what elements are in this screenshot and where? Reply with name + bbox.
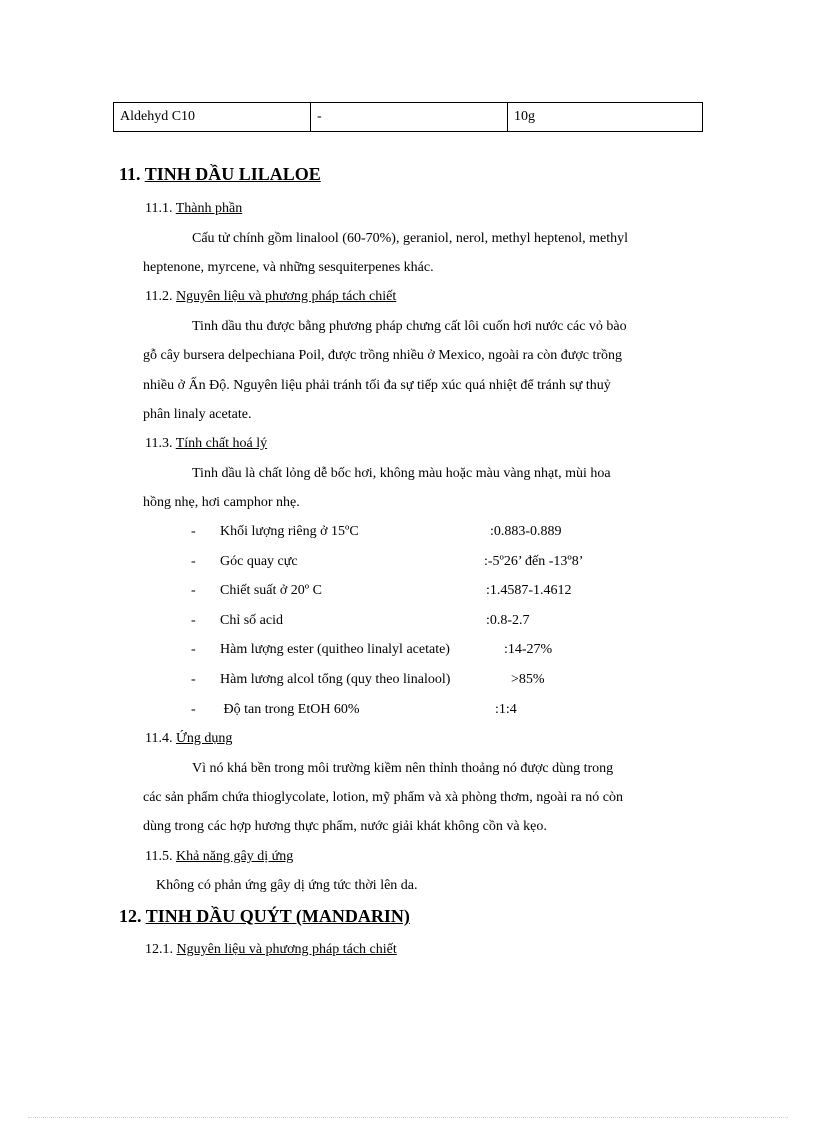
property-name: Hàm lương alcol tổng (quy theo linalool): [220, 672, 451, 687]
subsection-title: Nguyên liệu và phương pháp tách chiết: [176, 942, 397, 957]
property-row: [0, 640, 816, 660]
paragraph-line: Tinh dầu là chất lỏng dễ bốc hơi, không màu hoặc màu vàng nhạt, mùi hoa: [192, 466, 611, 481]
property-value: >85%: [511, 672, 545, 687]
property-name: Góc quay cực: [220, 554, 298, 569]
property-name: Hàm lượng ester (quitheo linalyl acetate): [220, 642, 450, 657]
property-row: [0, 670, 816, 690]
section-11-title: TINH DẦU LILALOE: [144, 164, 321, 184]
list-dash: -: [191, 524, 196, 539]
list-dash: -: [191, 702, 196, 717]
property-value: :14-27%: [504, 642, 553, 657]
property-value: :1.4587-1.4612: [486, 583, 572, 598]
paragraph-line: Vì nó khá bền trong môi trường kiềm nên thỉnh thoảng nó được dùng trong: [192, 761, 614, 776]
property-row: [0, 522, 816, 542]
subsection-number: 11.4.: [145, 731, 173, 746]
table-cell-amount: 10g: [514, 109, 535, 124]
list-dash: -: [191, 642, 196, 657]
subsection-12-1-heading: [145, 940, 397, 960]
paragraph-line: heptenone, myrcene, và những sesquiterpenes khác.: [143, 260, 434, 275]
list-dash: -: [191, 554, 196, 569]
paragraph-line: Cấu tử chính gồm linalool (60-70%), geraniol, nerol, methyl heptenol, methyl: [192, 231, 629, 246]
property-value: :0.8-2.7: [486, 613, 530, 628]
section-12-number: 12.: [119, 906, 142, 926]
subsection-number: 12.1.: [145, 942, 173, 957]
paragraph-line: Tinh dầu thu được bằng phương pháp chưng cất lôi cuốn hơi nước các vỏ bào: [192, 319, 627, 334]
subsection-title: Nguyên liệu và phương pháp tách chiết: [175, 289, 397, 304]
section-11-heading: [119, 164, 321, 184]
subsection-title: Tính chất hoá lý: [175, 436, 268, 451]
section-11-number: 11.: [119, 164, 141, 184]
subsection-title: Ứng dụng: [175, 731, 233, 746]
subsection-11-1-heading: [145, 199, 242, 219]
property-name: Độ tan trong EtOH 60%: [220, 702, 360, 717]
subsection-number: 11.5.: [145, 849, 173, 864]
paragraph-line: hồng nhẹ, hơi camphor nhẹ.: [143, 495, 300, 510]
property-value: :-5º26’ đến -13º8’: [484, 554, 584, 569]
table-cell-middle: -: [311, 103, 508, 131]
paragraph-line: gỗ cây bursera delpechiana Poil, được trồng nhiều ở Mexico, ngoài ra còn được trồng: [143, 348, 623, 363]
paragraph-line: dùng trong các hợp hương thực phẩm, nước giải khát không cồn và kẹo.: [143, 819, 547, 834]
subsection-title: Khả năng gây dị ứng: [175, 849, 294, 864]
property-row: [0, 611, 816, 631]
property-name: Chiết suất ở 20º C: [220, 583, 322, 598]
property-name: Khối lượng riêng ở 15ºC: [220, 524, 359, 539]
property-name: Chỉ số acid: [220, 613, 283, 628]
property-value: :1:4: [495, 702, 517, 717]
ingredient-table-row: [113, 102, 703, 132]
paragraph-line: nhiều ở Ấn Độ. Nguyên liệu phải tránh tối đa sự tiếp xúc quá nhiệt để tránh sự thuỷ: [143, 378, 611, 393]
subsection-11-4-heading: [145, 729, 232, 749]
page-bottom-divider: [28, 1117, 788, 1118]
list-dash: -: [191, 583, 196, 598]
subsection-11-5-heading: [145, 847, 293, 867]
subsection-number: 11.3.: [145, 436, 173, 451]
section-12-heading: [119, 906, 410, 926]
paragraph-line: các sản phẩm chứa thioglycolate, lotion, mỹ phẩm và xà phòng thơm, ngoài ra nó còn: [143, 790, 623, 805]
property-value: :0.883-0.889: [490, 524, 562, 539]
property-row: [0, 581, 816, 601]
paragraph-line: phân linaly acetate.: [143, 407, 252, 422]
list-dash: -: [191, 672, 196, 687]
paragraph-line: Không có phản ứng gây dị ứng tức thời lên da.: [156, 878, 418, 893]
list-dash: -: [191, 613, 196, 628]
table-cell-name: Aldehyd C10: [114, 103, 311, 131]
subsection-title: Thành phần: [175, 201, 243, 216]
subsection-11-2-heading: [145, 287, 396, 307]
subsection-11-3-heading: [145, 434, 267, 454]
section-12-title: TINH DẦU QUÝT (MANDARIN): [145, 906, 410, 926]
property-row: [0, 700, 816, 720]
property-row: [0, 552, 816, 572]
subsection-number: 11.2.: [145, 289, 173, 304]
subsection-number: 11.1.: [145, 201, 173, 216]
